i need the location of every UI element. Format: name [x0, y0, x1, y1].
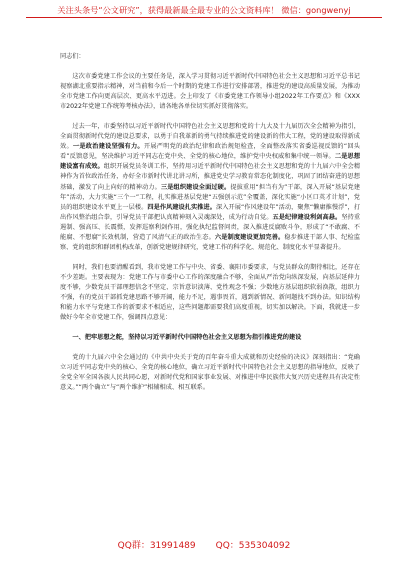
point-organizational-text: 提拔重用“担当有为”干部，深入开展“基层党建年”活动，大力实施“三个一”工程，扎实推进基层党建“五强创示范”全覆盖，深化实施“小区口英才计划”，党员的组织建设水平更上一层楼。: [60, 183, 361, 211]
promo-banner: 关注头条号“公文研究”，获得最新最全最专业的公文资料库！ 微信：gongwenyj: [57, 5, 351, 15]
point-discipline: 五是纪律建设利剑高悬。: [272, 213, 342, 221]
point-institutional: 六是制度建设更加完善。: [214, 233, 285, 241]
point-discipline-text: 坚持重遏制、强高压、长震慑，发挥巡察利剑作用，强化执纪监督问责，深入推进反腐败斗争，形成了“不敢腐、不能腐、不想腐”长效机制，营造了风清气正的政治生态。: [60, 213, 361, 241]
qq-group-text: QQ群：31991489: [117, 541, 196, 551]
greeting: 同志们：: [60, 53, 85, 60]
point-political: 一是政治建设坚强有力。: [72, 143, 144, 151]
paragraph-problems: 同时，我们也要清醒看到，我市党建工作与中央、省委、襄阳市委要求，与党员群众的期待相比，还存在不少差距。主要表现为：党建工作与市委中心工作的深度融合不够，全面从严治党向纵深发展，向基层延伸力度不够，少数党员干部理想信念不坚定、宗旨意识淡薄、党性观念不强；少数地方基层组织软弱涣散，组织力不强，有的党员干部抓党建思路不够开阔，能力不足，遇事畏首，遇到新情况、新问题找不到办法。知识结构和能力水平与党建工作的新要求不相适应，这些问题都需要我们高度重视，切实加以解决。下面，我就进一步做好今年全市党建工作，强调四点意见：: [60, 263, 360, 322]
point-institutional-text: 稳步推进干部人事、纪检监察、党的组织和群团机构改革，创新党建规律研究，党建工作的科学化、规范化、制度化水平显著提升。: [60, 233, 361, 251]
point-style-text: 深入开展“作风建设年”活动，聚焦“懒庸推慢浮”，打出作风整治组合拳，引导党员干部把认真精神刻入灵魂深处，成为行动自觉。: [60, 203, 361, 221]
document-body: [60, 52, 360, 393]
paragraph-review: [60, 122, 360, 253]
point-ideological-text: 组织开展党员冬训工作，坚持用习近平新时代中国特色社会主义思想和党的十九届六中全会精神作为首位政治任务，办好全市新时代讲北讲习所，推进党史学习教育常态化制度化，巩固了团结奋进的思想基础，激发了向上向好的精神动力。: [60, 163, 361, 191]
section-heading-1: 一、把牢思想之舵，坚持以习近平新时代中国特色社会主义思想为指引推进党的建设: [72, 334, 302, 342]
qq-id-text: QQ：535304092: [215, 541, 291, 551]
contact-footer: [0, 540, 408, 552]
point-political-text: 开展严明党的政治纪律和政治规矩检查，全面整改落实省委巡视反馈的“回头看”反馈意见，坚决维护习近平同志在党中央、全党的核心地位，维护党中央权威和集中统一领导。: [60, 143, 360, 161]
paragraph-intro: 这次市委党建工作会议的主要任务是，深入学习贯彻习近平新时代中国特色社会主义思想和习近平总书记视察湖北重要指示精神，对当前和今后一个时期的党建工作进行安排部署，推进党的建设高质量发展，为推动全市党建工作向更高层次、更高水平迈进。会上印发了《市委党建工作领导小组2022年工作要点》和《XXX市2022年党建工作统筹考核办法》，请各地各单位切实抓好贯彻落实。: [60, 73, 360, 111]
point-ideological: 二是思想建设富有成效。: [60, 153, 361, 171]
banner-divider: [26, 17, 382, 18]
paragraph-resolution: 党的十九届六中全会通过的《中共中央关于党的百年奋斗重大成就和历史经验的决议》深刻指出：“党确立习近平同志党中央的核心、全党的核心地位，确立习近平新时代中国特色社会主义思想的指导地位，反映了全党全军全国各族人民共同心愿，对新时代党和国家事业发展、对推进中华民族伟大复兴历史进程具有决定性意义。”“两个确立”与“两个维护”相辅相成、相互联系。: [60, 354, 360, 392]
point-style: 四是作风建设扎实推进。: [147, 203, 216, 211]
review-intro: 过去一年，市委坚持以习近平新时代中国特色社会主义思想和党的十九大及十九届历次全会精神为指引，全面贯彻新时代党的建设总要求，以勇于自我革新的勇气持续推进党的建设新的伟大工程，党的建设取得新成效。: [60, 123, 360, 151]
point-organizational: 三是组织建设全面过硬。: [160, 183, 231, 191]
